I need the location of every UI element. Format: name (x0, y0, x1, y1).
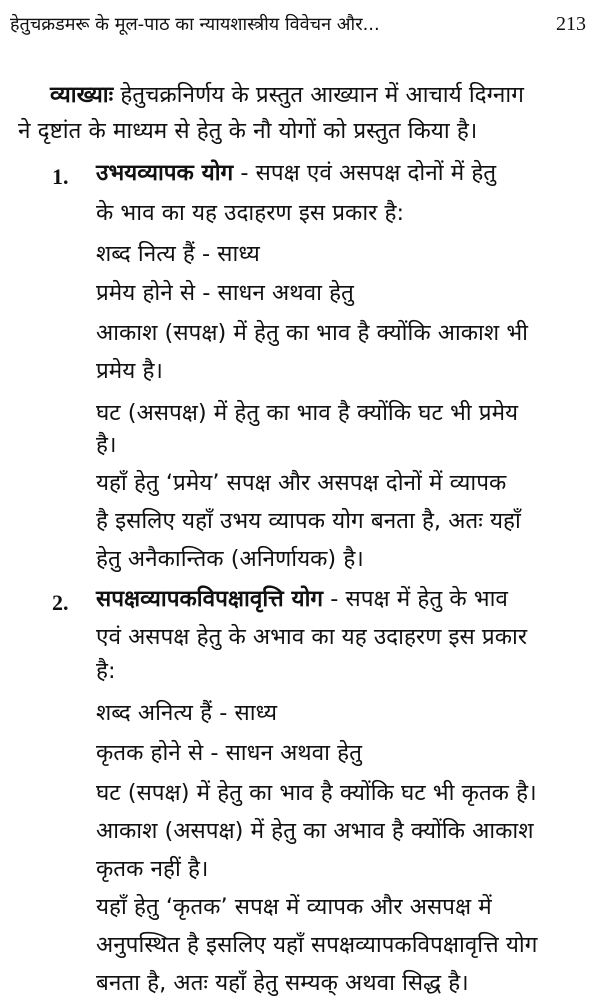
running-title: हेतुचक्रडमरू के मूल-पाठ का न्यायशास्त्रीय विवेचन और... (10, 14, 380, 35)
section-2-line: शब्द अनित्य हैं - साध्य (96, 700, 278, 726)
section-2-line: एवं असपक्ष हेतु के अभाव का यह उदाहरण इस प्रकार (96, 624, 528, 650)
section-1-line: आकाश (सपक्ष) में हेतु का भाव है क्योंकि आकाश भी (96, 320, 528, 346)
section-2-line: कृतक नहीं है। (96, 856, 209, 882)
section-2-line: अनुपस्थित है इसलिए यहाँ सपक्षव्यापकविपक्षावृत्ति योग (96, 932, 538, 958)
section-2-title: सपक्षव्यापकविपक्षावृत्ति योग (96, 586, 324, 612)
section-1-line: यहाँ हेतु ‘प्रमेय’ सपक्ष और असपक्ष दोनों में व्यापक (96, 470, 507, 496)
section-1-line: प्रमेय होने से - साधन अथवा हेतु (96, 280, 354, 306)
intro-line-1-text: हेतुचक्रनिर्णय के प्रस्तुत आख्यान में आचार्य दिग्नाग (113, 82, 524, 108)
intro-line-1 (50, 82, 524, 109)
section-1-heading (96, 160, 496, 187)
section-2-line: है: (96, 658, 116, 684)
section-1-line: घट (असपक्ष) में हेतु का भाव है क्योंकि घट भी प्रमेय (96, 400, 519, 426)
section-1-title: उभयव्यापक योग (96, 160, 234, 186)
section-2-line: आकाश (असपक्ष) में हेतु का अभाव है क्योंकि आकाश (96, 818, 534, 844)
page-number: 213 (556, 13, 586, 35)
section-2-line: कृतक होने से - साधन अथवा हेतु (96, 740, 362, 766)
section-1-title-rest: - सपक्ष एवं असपक्ष दोनों में हेतु (233, 160, 497, 186)
section-2-line: यहाँ हेतु ‘कृतक’ सपक्ष में व्यापक और असपक्ष में (96, 894, 492, 920)
section-1-line: है। (96, 432, 117, 458)
section-1-line: शब्द नित्य हैं - साध्य (96, 241, 260, 267)
intro-label: व्याख्याः (50, 82, 114, 108)
section-1-line: हेतु अनैकान्तिक (अनिर्णायक) है। (96, 546, 364, 572)
section-1-line: है इसलिए यहाँ उभय व्यापक योग बनता है, अतः यहाँ (96, 508, 521, 534)
section-2-title-rest: - सपक्ष में हेतु के भाव (323, 586, 508, 612)
section-2-line: बनता है, अतः यहाँ हेतु सम्यक् अथवा सिद्ध है। (96, 970, 469, 996)
section-2-number: 2. (52, 590, 69, 615)
intro-line-2: ने दृष्टांत के माध्यम से हेतु के नौ योगों को प्रस्तुत किया है। (18, 118, 478, 144)
section-2-line: घट (सपक्ष) में हेतु का भाव है क्योंकि घट भी कृतक है। (96, 780, 537, 806)
section-1-number: 1. (52, 164, 69, 189)
running-header (10, 12, 586, 36)
section-2-heading (96, 586, 508, 613)
section-1-line: के भाव का यह उदाहरण इस प्रकार है: (96, 200, 405, 226)
section-1-line: प्रमेय है। (96, 358, 163, 384)
